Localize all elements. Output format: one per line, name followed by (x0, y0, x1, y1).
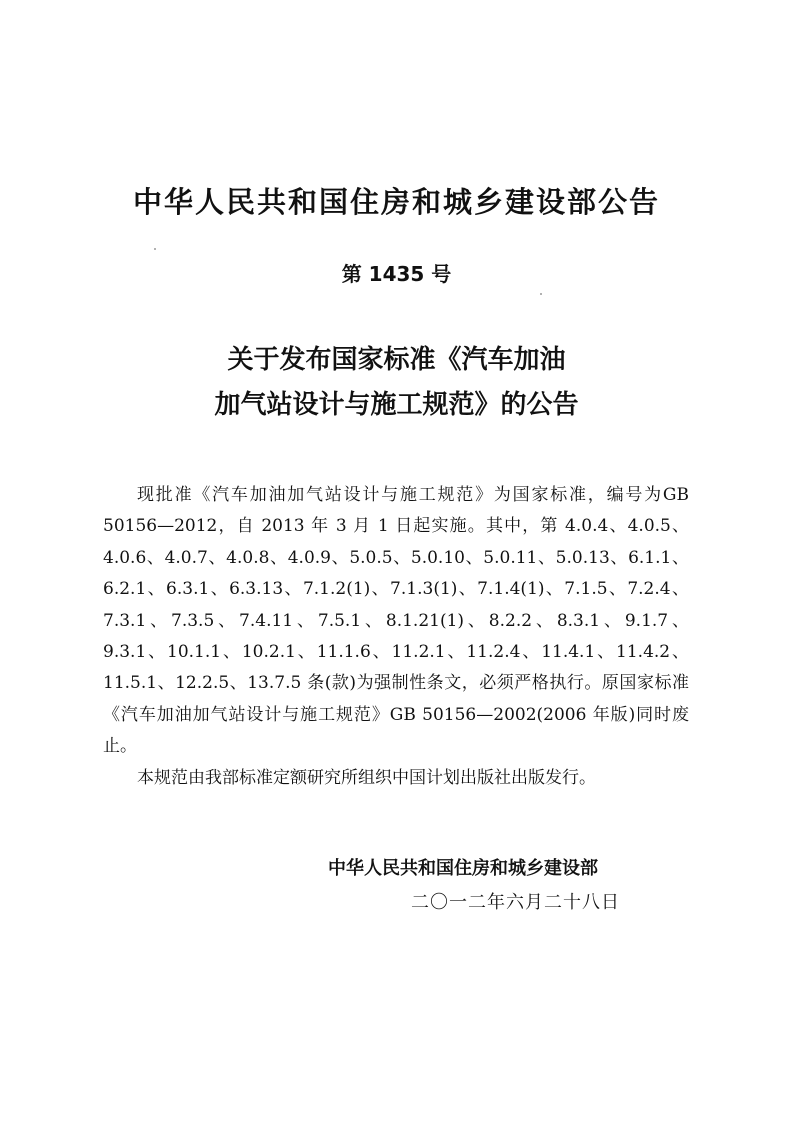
issuing-authority-title: 中华人民共和国住房和城乡建设部公告 (132, 185, 660, 219)
notice-subject-line: 加气站设计与施工规范》的公告 (214, 390, 579, 420)
body-paragraph: 现批准《汽车加油加气站设计与施工规范》为国家标准，编号为GB 50156—2012，自 2013 年 3 月 1 日起实施。其中，第 4.0.4、4.0.5、4.0.6、4.0.7、4.0.8、4.0.9、5.0.5、5.0.10、5.0.11、5.0.13、6.1.1、6.2.1、6.3.1、6.3.13、7.1.2(1)、7.1.3(1)、7.1.4(1)、7.1.5、7.2.4、7.3.1、7.3.5、7.4.11、7.5.1、8.1.21(1)、8.2.2、8.3.1、9.1.7、9.3.1、10.1.1、10.2.1、11.1.6、11.2.1、11.2.4、11.4.1、11.4.2、11.5.1、12.2.5、13.7.5 条(款)为强制性条文，必须严格执行。原国家标准《汽车加油加气站设计与施工规范》GB 50156—2002(2006 年版)同时废止。 (103, 485, 689, 757)
scan-speck (540, 293, 542, 295)
signing-organization: 中华人民共和国住房和城乡建设部 (328, 858, 598, 879)
body-paragraph: 本规范由我部标准定额研究所组织中国计划出版社出版发行。 (137, 767, 596, 788)
notice-subject (0, 338, 793, 428)
notice-subject-line: 关于发布国家标准《汽车加油 (227, 345, 566, 375)
signing-date: 二〇一二年六月二十八日 (411, 892, 620, 913)
notice-number: 第 1435 号 (341, 262, 452, 286)
notice-body (103, 480, 689, 794)
scan-speck (154, 248, 156, 250)
